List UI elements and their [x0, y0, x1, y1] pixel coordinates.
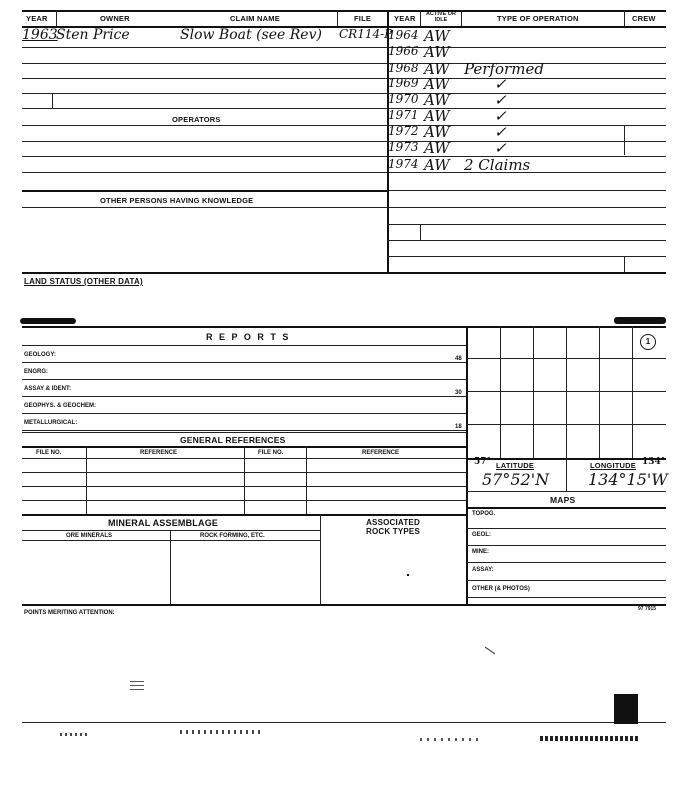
row-line — [466, 562, 666, 563]
report-label: GEOLOGY: — [24, 352, 56, 358]
row-line — [22, 190, 387, 192]
associated-rock-types-title: ASSOCIATED ROCK TYPES — [365, 518, 420, 536]
land-status-label: LAND STATUS (OTHER DATA) — [24, 277, 143, 286]
activity-year: 1973 — [388, 140, 419, 154]
col-line — [420, 10, 421, 26]
activity-status: AW — [424, 91, 450, 109]
col-line — [244, 446, 245, 514]
activity-operation: Performed — [464, 60, 544, 78]
row-line — [466, 597, 666, 598]
activity-status: AW — [424, 156, 450, 174]
col-line — [337, 10, 338, 26]
report-number: 18 — [455, 424, 462, 430]
row-line — [22, 530, 320, 531]
activity-status: AW — [424, 107, 450, 125]
longitude-value: 134°15'W — [588, 470, 668, 489]
col-line — [624, 125, 625, 155]
col-line — [86, 446, 87, 514]
activity-operation: ✓ — [494, 139, 507, 157]
row-line — [22, 63, 387, 64]
header-year: YEAR — [26, 14, 48, 23]
header-year-2: YEAR — [394, 14, 416, 23]
row-line — [387, 224, 666, 225]
scan-smudge — [20, 318, 76, 324]
activity-operation: 2 Claims — [464, 156, 531, 174]
activity-year: 1964 — [388, 28, 419, 42]
header-active-or-idle: ACTIVE OR IDLE — [426, 11, 456, 23]
scan-noise — [420, 738, 480, 741]
points-meriting-attention-label: POINTS MERITING ATTENTION: — [24, 610, 115, 616]
row-line — [22, 47, 387, 48]
speck — [407, 574, 409, 576]
header-crew: CREW — [632, 14, 656, 23]
row-line — [466, 545, 666, 546]
row-line — [22, 172, 387, 173]
row-line — [22, 514, 466, 516]
top-bottom-border — [22, 272, 666, 274]
activity-operation: ✓ — [494, 123, 507, 141]
row-line — [22, 362, 466, 363]
report-number: 30 — [455, 390, 462, 396]
ref-header-reference-2: REFERENCE — [362, 450, 400, 456]
activity-operation: ✓ — [494, 91, 507, 109]
maps-topog: TOPOG. — [472, 511, 496, 517]
row-line — [22, 141, 387, 142]
longitude-label: LONGITUDE — [590, 461, 636, 470]
activity-year: 1974 — [388, 157, 419, 171]
row-line — [22, 78, 387, 79]
row-line — [22, 540, 320, 541]
maps-assay: ASSAY: — [472, 567, 494, 573]
col-line — [461, 10, 462, 26]
latitude-value: 57°52'N — [482, 470, 550, 489]
report-number: 48 — [455, 356, 462, 362]
latitude-label: LATITUDE — [496, 461, 535, 470]
activity-year: 1969 — [388, 76, 419, 90]
activity-year: 1966 — [388, 44, 419, 58]
entry-owner: Sten Price — [56, 27, 130, 43]
grid-line — [566, 326, 567, 458]
operators-label: OPERATORS — [172, 115, 221, 124]
top-border — [22, 10, 666, 12]
header-owner: OWNER — [100, 14, 130, 23]
reports-top-border — [22, 326, 666, 328]
grid-line — [466, 391, 666, 392]
scan-noise — [180, 730, 260, 734]
bottom-line — [22, 722, 666, 723]
col-line — [56, 10, 57, 26]
general-references-title: GENERAL REFERENCES — [180, 435, 286, 445]
row-line — [22, 430, 466, 431]
row-line — [466, 507, 666, 509]
reports-title: R E P O R T S — [206, 332, 291, 342]
maps-geol: GEOL: — [472, 532, 491, 538]
row-line — [466, 580, 666, 581]
row-line — [22, 156, 387, 157]
row-line — [22, 207, 387, 208]
activity-operation: ✓ — [494, 75, 507, 93]
row-line — [22, 108, 387, 109]
activity-year: 1968 — [388, 61, 419, 75]
row-line — [22, 125, 387, 126]
grid-line — [466, 358, 666, 359]
col-line — [624, 256, 625, 272]
scan-noise — [60, 733, 90, 736]
row-line — [22, 379, 466, 380]
header-type-of-operation: TYPE OF OPERATION — [497, 14, 579, 23]
row-line — [22, 413, 466, 414]
scan-noise — [485, 647, 495, 655]
row-line — [22, 432, 466, 433]
mineral-assemblage-title: MINERAL ASSEMBLAGE — [108, 518, 219, 528]
row-line — [22, 345, 466, 346]
header-claim-name: CLAIM NAME — [230, 14, 280, 23]
row-line — [387, 207, 666, 208]
ref-header-file-no-2: FILE NO. — [258, 450, 284, 456]
activity-status: AW — [424, 27, 450, 45]
entry-file: CR114-P — [339, 27, 393, 41]
rock-forming-label: ROCK FORMING, ETC. — [200, 533, 265, 539]
scan-smudge — [614, 317, 666, 324]
col-line — [52, 93, 53, 108]
row-line — [466, 491, 666, 492]
report-label: ENGRG: — [24, 369, 48, 375]
row-line — [387, 240, 666, 241]
row-line — [22, 396, 466, 397]
col-line — [170, 530, 171, 604]
grid-line — [599, 326, 600, 458]
maps-mine: MINE: — [472, 549, 489, 555]
activity-status: AW — [424, 123, 450, 141]
activity-year: 1972 — [388, 124, 419, 138]
grid-number-circle: 1 — [640, 334, 656, 350]
ref-header-reference-1: REFERENCE — [140, 450, 178, 456]
scan-noise — [540, 736, 640, 741]
form-number: 97 7915 — [638, 606, 657, 612]
lon-suffix: 134° — [642, 457, 666, 467]
header-file: FILE — [354, 14, 372, 23]
report-label: METALLURGICAL: — [24, 420, 78, 426]
row-line — [22, 93, 387, 94]
maps-other: OTHER (& PHOTOS) — [472, 586, 530, 592]
row-line — [387, 190, 666, 191]
scan-blot — [614, 694, 638, 724]
entry-claim-name: Slow Boat (see Rev) — [180, 27, 322, 43]
ref-header-file-no-1: FILE NO. — [36, 450, 62, 456]
entry-year: 1963 — [22, 27, 58, 43]
activity-operation: ✓ — [494, 107, 507, 125]
activity-status: AW — [424, 43, 450, 61]
activity-status: AW — [424, 139, 450, 157]
activity-status: AW — [424, 60, 450, 78]
grid-line — [466, 424, 666, 425]
activity-year: 1971 — [388, 108, 419, 122]
grid-line — [632, 326, 633, 458]
report-label: ASSAY & IDENT: — [24, 386, 72, 392]
activity-year: 1970 — [388, 92, 419, 106]
bottom-section-border — [22, 604, 666, 606]
other-persons-label: OTHER PERSONS HAVING KNOWLEDGE — [100, 196, 254, 205]
activity-status: AW — [424, 75, 450, 93]
scan-noise — [130, 680, 144, 690]
col-line — [566, 458, 567, 491]
col-line — [420, 224, 421, 240]
col-line — [624, 10, 625, 26]
ore-minerals-label: ORE MINERALS — [66, 533, 113, 539]
col-line — [306, 446, 307, 514]
lat-prefix: 57° — [474, 457, 492, 467]
col-line — [320, 514, 321, 604]
report-label: GEOPHYS. & GEOCHEM: — [24, 403, 97, 409]
grid-line — [533, 326, 534, 458]
row-line — [466, 528, 666, 529]
maps-title: MAPS — [550, 495, 576, 505]
grid-line — [500, 326, 501, 458]
